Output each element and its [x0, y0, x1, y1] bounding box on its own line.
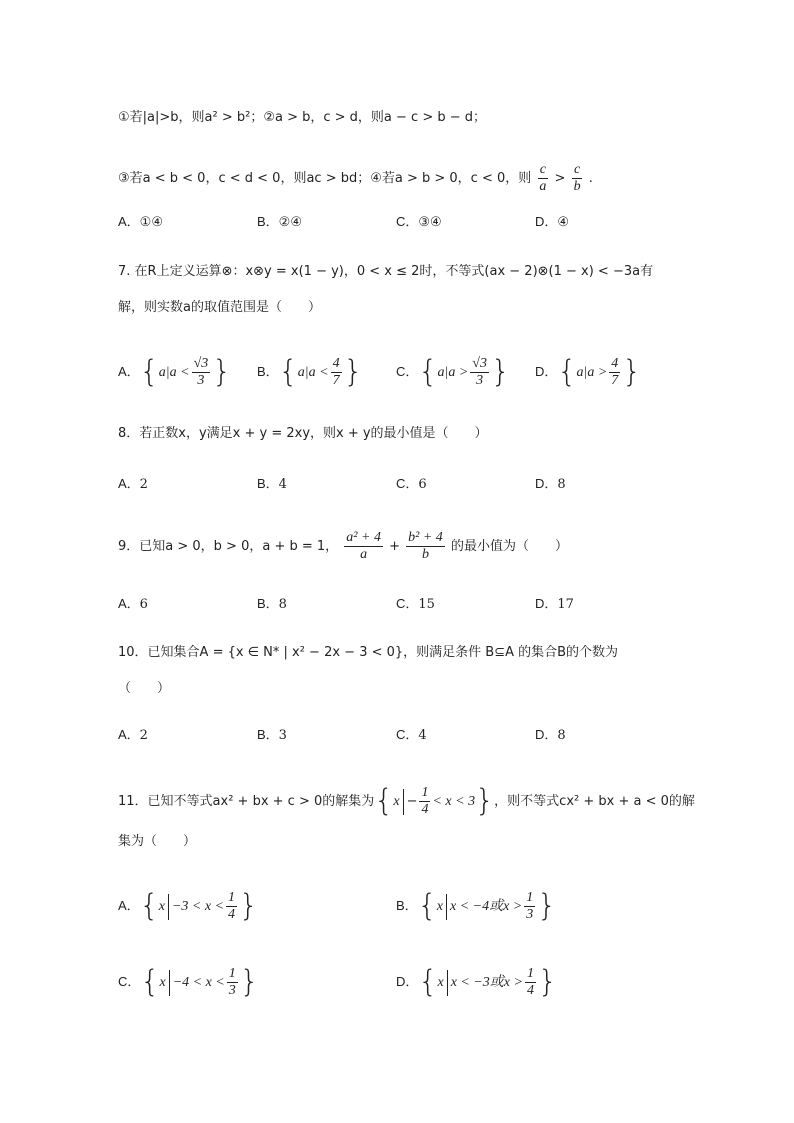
- fraction: $\frac{1}{4}$: [228, 890, 236, 922]
- fraction: $\frac{1}{3}$: [228, 966, 236, 998]
- q7-option-a[interactable]: A．{a|a < $\frac{√3}{3}$ }: [118, 354, 232, 390]
- q10-option-a[interactable]: A．2: [118, 727, 148, 743]
- q9-stem: 9．已知a > 0，b > 0，a + b = 1， $\frac{\text{a² + 4}}{a}$ + $\frac{\text{b² + 4}}{b}$ 的最小值为（ ）: [118, 530, 568, 562]
- q9-option-d[interactable]: D．17: [535, 596, 574, 612]
- fraction: $\frac{4}{7}$: [332, 356, 340, 388]
- q10-option-c[interactable]: C．4: [396, 727, 427, 743]
- q8-option-d[interactable]: D．8: [535, 476, 566, 492]
- fraction: $\frac{1}{4}$: [526, 966, 534, 998]
- q8-option-b[interactable]: B．4: [257, 476, 287, 492]
- q7-stem-line-2: 解，则实数a的取值范围是（ ）: [118, 300, 321, 315]
- q11-stem-line-2: 集为（ ）: [118, 834, 197, 849]
- q9-option-a[interactable]: A．6: [118, 596, 148, 612]
- q10-stem-line-2: （ ）: [118, 681, 171, 696]
- q8-stem: 8．若正数x，y满足x + y = 2xy，则x + y的最小值是（ ）: [118, 426, 488, 441]
- q6-statement-2-text: ③若a < b < 0，c < d < 0，则ac > bd；④若a > b > 0，c < 0，则: [118, 171, 532, 186]
- fraction: $\frac{1}{3}$: [526, 890, 534, 922]
- q6-statement-1: ①若|a|>b，则a² > b²；②a > b，c > d，则a − c > b − d；: [118, 110, 486, 125]
- fraction: $\frac{√3}{3}$: [472, 356, 487, 388]
- q6-option-a[interactable]: A．①④: [118, 214, 163, 230]
- q11-option-d[interactable]: D．{x x < −3或x > $\frac{1}{4}$ }: [396, 964, 558, 1000]
- q9-option-b[interactable]: B．8: [257, 596, 287, 612]
- q10-option-b[interactable]: B．3: [257, 727, 287, 743]
- q6-option-c[interactable]: C．③④: [396, 214, 442, 230]
- q8-option-c[interactable]: C．6: [396, 476, 427, 492]
- q11-option-b[interactable]: B．{x x < −4或x > $\frac{1}{3}$ }: [396, 888, 557, 924]
- q11-stem-line-1: 11．已知不等式ax² + bx + c > 0的解集为{x − $\frac{1}{4}$ < x < 3}，则不等式cx² + bx + a < 0的解: [118, 783, 695, 819]
- fraction-c-over-a: $\frac{c}{a}$: [539, 162, 547, 194]
- fraction: $\frac{√3}{3}$: [193, 356, 209, 388]
- q10-stem-line-1: 10．已知集合A = {x ∈ N* | x² − 2x − 3 < 0}，则满足条件 B⊆A 的集合B的个数为: [118, 645, 619, 660]
- q7-option-b[interactable]: B．{a|a < $\frac{4}{7}$ }: [257, 354, 363, 390]
- q6-statement-2: ③若a < b < 0，c < d < 0，则ac > bd；④若a > b > 0，c < 0，则 $\frac{c}{a}$ > $\frac{c}{b}$ .: [118, 162, 593, 194]
- q11-option-a[interactable]: A．{x −3 < x < $\frac{1}{4}$ }: [118, 888, 259, 924]
- fraction-one-quarter: $\frac{1}{4}$: [421, 785, 429, 817]
- q9-option-c[interactable]: C．15: [396, 596, 435, 612]
- q11-option-c[interactable]: C．{x −4 < x < $\frac{1}{3}$ }: [118, 964, 259, 1000]
- fraction-c-over-b: $\frac{c}{b}$: [573, 162, 581, 194]
- q7-option-c[interactable]: C．{a|a > $\frac{√3}{3}$ }: [396, 354, 511, 390]
- q10-option-d[interactable]: D．8: [535, 727, 566, 743]
- q7-option-d[interactable]: D．{a|a > $\frac{4}{7}$ }: [535, 354, 642, 390]
- q7-stem-line-1: 7. 在R上定义运算⊗：x⊗y = x(1 − y)，0 < x ≤ 2时，不等式(ax − 2)⊗(1 − x) < −3a有: [118, 264, 654, 279]
- fraction-a: $\frac{\text{a² + 4}}{a}$: [346, 530, 381, 562]
- q8-option-a[interactable]: A．2: [118, 476, 148, 492]
- fraction-b: $\frac{\text{b² + 4}}{b}$: [408, 530, 443, 562]
- fraction: $\frac{4}{7}$: [611, 356, 619, 388]
- q6-option-b[interactable]: B．②④: [257, 214, 302, 230]
- q6-option-d[interactable]: D．④: [535, 214, 570, 230]
